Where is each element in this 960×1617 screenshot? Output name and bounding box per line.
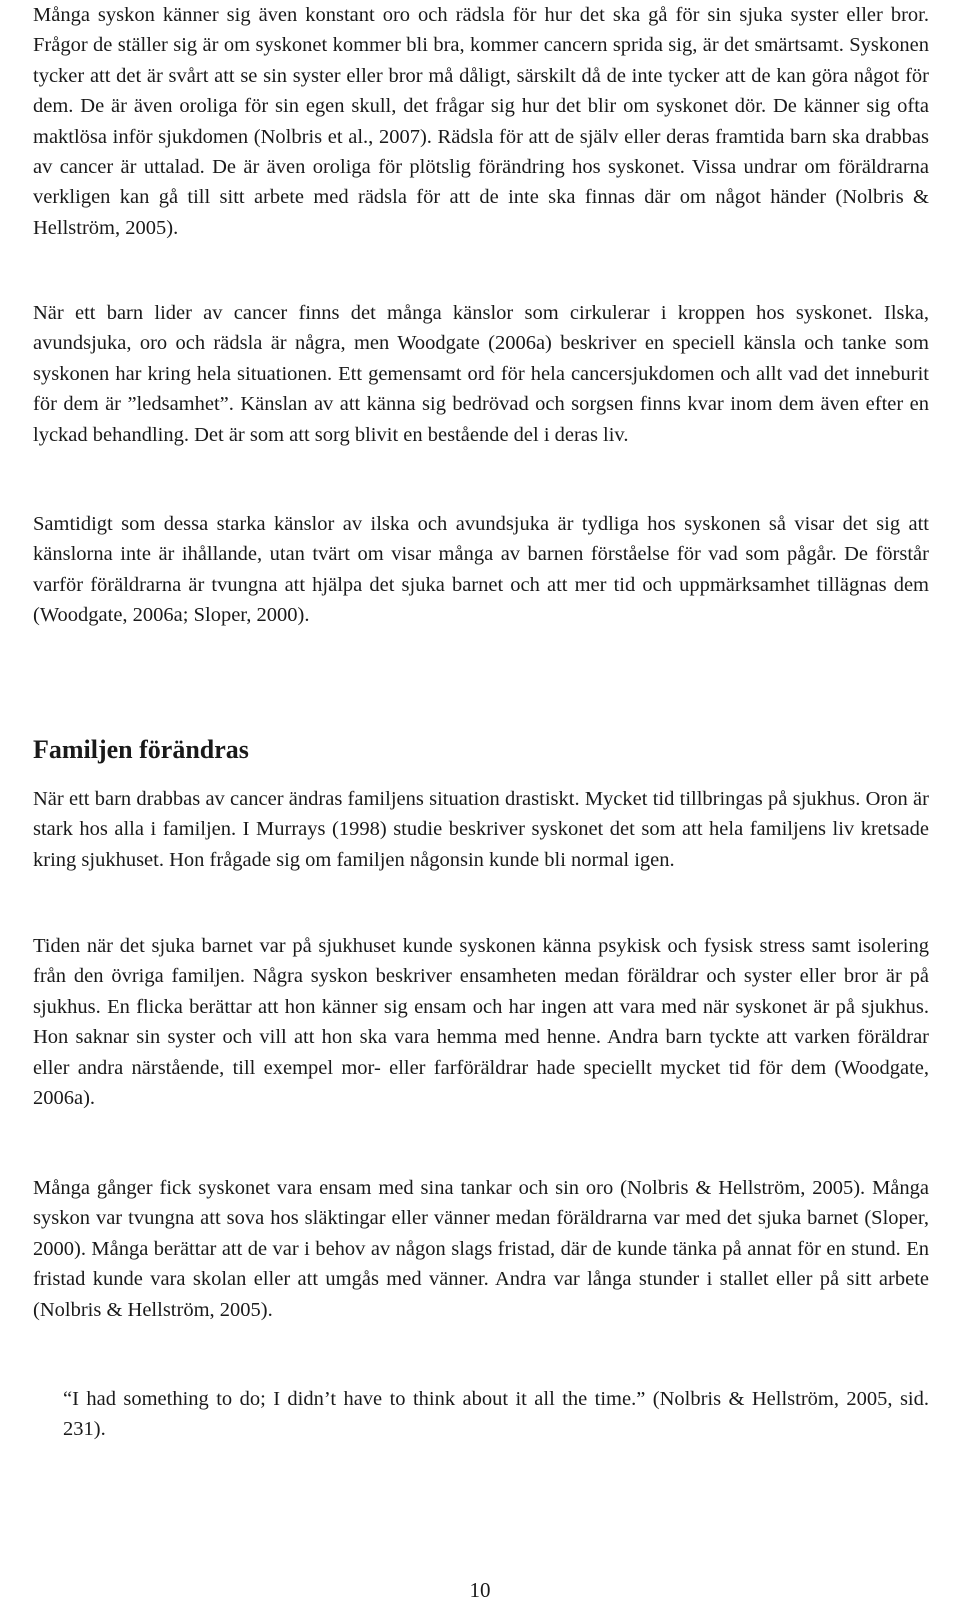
body-paragraph [33,509,929,631]
body-paragraph [33,1173,929,1325]
paragraph-text: Många syskon känner sig även konstant oro och rädsla för hur det ska gå för sin sjuka syster eller bror. Frågor de ställer sig är om syskonet kommer bli bra, kommer cancern sprida sig, är det smärtsamt. Syskonen tycker att det är svårt att se sin syster eller bror må dåligt, särskilt då de inte tycker att de kan göra något för dem. De är även oroliga för sin egen skull, det frågar sig hur det blir om syskonet dör. De känner sig ofta maktlösa inför sjukdomen (Nolbris et al., 2007). Rädsla för att de själv eller deras framtida barn ska drabbas av cancer är uttalad. De är även oroliga för plötslig förändring hos syskonet. Vissa undrar om föräldrarna verkligen kan gå till sitt arbete med rädsla för att de inte ska finnas där om något händer (Nolbris & Hellström, 2005). [33,4,929,239]
paragraph-text: När ett barn drabbas av cancer ändras familjens situation drastiskt. Mycket tid tillbringas på sjukhus. Oron är stark hos alla i familjen. I Murrays (1998) studie beskriver syskonet det som att hela familjens liv kretsade kring sjukhuset. Hon frågade sig om familjen någonsin kunde bli normal igen. [33,788,929,871]
body-paragraph [33,0,929,243]
body-paragraph [33,784,929,875]
body-paragraph [33,298,929,450]
block-quote: “I had something to do; I didn’t have to think about it all the time.” (Nolbris & Hellström, 2005, sid. 231). [63,1388,929,1441]
paragraph-text: Många gånger fick syskonet vara ensam med sina tankar och sin oro (Nolbris & Hellström, 2005). Många syskon var tvungna att sova hos släktingar eller vänner medan föräldrarna var med det sjuka barnet (Sloper, 2000). Många berättar att de var i behov av någon slags fristad, där de kunde tänka på annat för en stund. En fristad kunde vara skolan eller att umgås med vänner. Andra var långa stunder i stallet eller på sitt arbete (Nolbris & Hellström, 2005). [33,1177,929,1321]
paragraph-text: Tiden när det sjuka barnet var på sjukhuset kunde syskonen känna psykisk och fysisk stress samt isolering från den övriga familjen. Några syskon beskriver ensamheten medan föräldrar och syster eller bror är på sjukhus. En flicka berättar att hon känner sig ensam och har ingen att vara med när syskonet är på sjukhus. Hon saknar sin syster och vill att hon ska vara hemma med henne. Andra barn tyckte att varken föräldrar eller andra närstående, till exempel mor- eller farföräldrar hade speciellt mycket tid för dem (Woodgate, 2006a). [33,935,929,1110]
section-heading: Familjen förändras [33,735,249,764]
paragraph-text: Samtidigt som dessa starka känslor av ilska och avundsjuka är tydliga hos syskonen så visar det sig att känslorna inte är ihållande, utan tvärt om visar många av barnen förståelse för vad som pågår. De förstår varför föräldrarna är tvungna att hjälpa det sjuka barnet och att mer tid och uppmärksamhet tillägnas dem (Woodgate, 2006a; Sloper, 2000). [33,513,929,627]
paragraph-text: När ett barn lider av cancer finns det många känslor som cirkulerar i kroppen hos syskonet. Ilska, avundsjuka, oro och rädsla är några, men Woodgate (2006a) beskriver en speciell känsla och tanke som syskonen har kring hela situationen. Ett gemensamt ord för hela cancersjukdomen och allt vad det inneburit för dem är ”ledsamhet”. Känslan av att känna sig bedrövad och sorgsen finns kvar inom dem även efter en lyckad behandling. Det är som att sorg blivit en bestående del i deras liv. [33,302,929,446]
body-paragraph [33,931,929,1113]
page-number: 10 [469,1578,491,1602]
